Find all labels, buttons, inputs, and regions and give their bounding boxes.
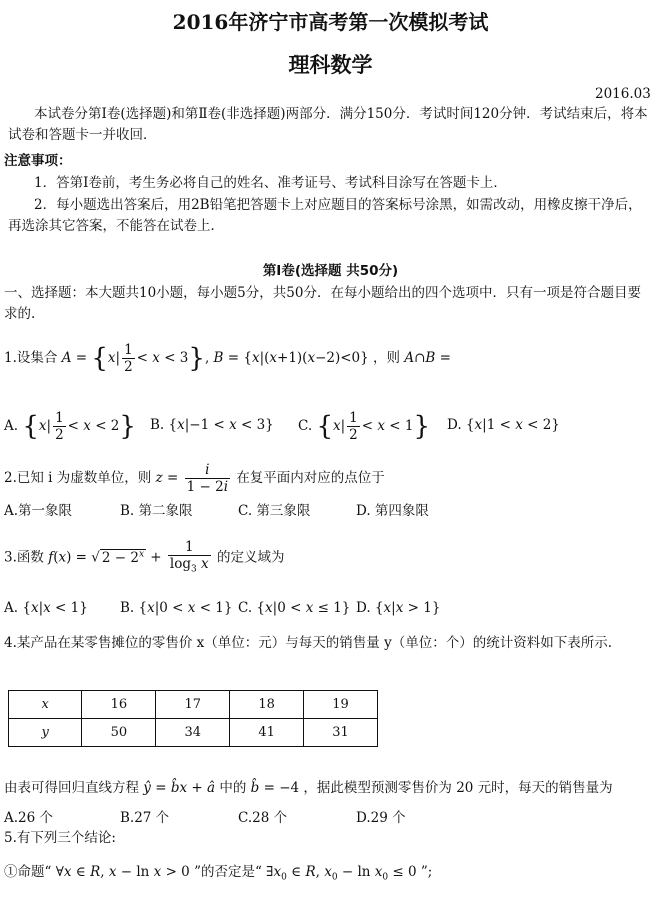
q3-option-b-label: B. [120,600,135,616]
table-cell: 41 [230,719,304,747]
q5-item1-b: ”的否定是“ [194,864,262,880]
q3-option-d-label: D. [356,600,371,616]
regression-text-2: 中的 [219,780,247,796]
q1-option-a: A. {x| $\frac{1}{2}$ < x < 2} [4,410,136,443]
question-2: 2.已知 i 为虚数单位，则 z = $\frac{i}{1 - 2i}$ 在复平面内对应的点位于 [4,462,385,495]
q4-regression-line: 由表可得回归直线方程 ŷ = b̂x + â 中的 b̂ = −4 ，据此模型预测零售价为 20 元时，每天的销售量为 [4,780,613,796]
q4-option-b: B.27 个 [120,810,170,826]
table-cell: 16 [82,691,156,719]
table-row-y [9,719,378,747]
question-1 [4,342,451,375]
section-heading: 第Ⅰ卷(选择题 共50分) [262,263,399,279]
q4-option-d: D.29 个 [356,810,406,826]
q2-lead: 2.已知 i 为虚数单位，则 [4,470,152,486]
notice-item-2: 2．每小题选出答案后，用2B铅笔把答题卡上对应题目的答案标号涂黑，如需改动，用橡皮擦干净后，再选涂其它答案，不能答在试卷上． [8,197,642,234]
x-label: x [41,697,49,712]
intro-paragraph: 本试卷分第Ⅰ卷(选择题)和第Ⅱ卷(非选择题)两部分．满分150分．考试时间120分钟．考试结束后，将本试卷和答题卡一并收回． [8,106,648,143]
q1-option-c-label: C. [298,418,313,434]
q1-option-b-label: B. [150,417,165,433]
q3-lead: 3.函数 [4,549,44,566]
q5-item1-c: ”; [420,864,433,880]
q1-option-a-label: A. [4,418,19,434]
q1-option-b: B. {x|−1 < x < 3} [150,417,274,433]
q5-item-1: ①命题“ ∀x ∈ R, x − ln x > 0 ”的否定是“ $\exists x_0$ ∈ R, $x_0 - \ln x_0 \le 0$ ”; [4,864,433,883]
q2-option-d: D. 第四象限 [356,503,429,519]
notice-heading: 注意事项： [4,153,72,169]
question-3: 3.函数 f(x) = √ $2 - 2^x$ + $\frac{1}{\log_3 x}$ 的定义域为 [4,538,285,575]
table-cell: 31 [304,719,378,747]
subject-title: 理科数学 [288,53,373,77]
table-cell: 50 [82,719,156,747]
q1-set-a: A = {x| $\frac{1}{2}$ < x < 3}, B = {x|(x+1)(x−2)<0} [61,342,369,375]
y-label: y [41,725,49,740]
q1-option-d: D. {x|1 < x < 2} [447,417,560,433]
q3-tail: 的定义域为 [216,549,285,566]
q1-option-c: C. {x| $\frac{1}{2}$ < x < 1} [298,410,431,443]
table-cell: 18 [230,691,304,719]
q1-tail: ，则 [373,350,401,366]
q2-option-b: B. 第二象限 [120,503,193,519]
q4-data-table [8,690,378,747]
q3-option-d: D. {x|x > 1} [356,600,441,616]
q4-option-c: C.28 个 [238,810,288,826]
q4-option-a: A.26 个 [4,810,54,826]
q3-option-a: A. {x|x < 1} [4,600,88,616]
table-header-x [9,691,82,719]
question-5: 5.有下列三个结论: [4,830,116,846]
q3-option-c: C. {x|0 < x ≤ 1} [238,600,351,616]
q2-tail: 在复平面内对应的点位于 [236,470,385,486]
q2-option-c: C. 第三象限 [238,503,311,519]
table-cell: 34 [156,719,230,747]
q3-option-b: B. {x|0 < x < 1} [120,600,233,616]
q2-option-a: A.第一象限 [4,503,73,519]
exam-date: 2016.03 [595,86,651,102]
q1-ask: A∩B = [404,350,451,366]
regression-text-3: ，据此模型预测零售价为 20 元时，每天的销售量为 [303,780,613,796]
table-cell: 19 [304,691,378,719]
section-instruction: 一、选择题：本大题共10小题，每小题5分，共50分．在每小题给出的四个选项中．只有一项是符合题目要求的. [4,285,641,322]
table-cell: 17 [156,691,230,719]
q5-item1-a: ①命题“ [4,864,52,880]
exam-title: 2016年济宁市高考第一次模拟考试 [172,10,489,34]
q3-option-a-label: A. [4,600,19,616]
q1-lead: 1.设集合 [4,350,58,366]
q3-option-c-label: C. [238,600,253,616]
table-header-y [9,719,82,747]
notice-item-1: 1．答第Ⅰ卷前，考生务必将自己的姓名、准考证号、考试科目涂写在答题卡上． [34,175,507,191]
regression-text-1: 由表可得回归直线方程 [4,780,139,796]
q1-option-d-label: D. [447,417,462,433]
table-row-x [9,691,378,719]
question-4: 4.某产品在某零售摊位的零售价 x（单位：元）与每天的销售量 y（单位：个）的统计资料如下表所示. [4,635,612,651]
